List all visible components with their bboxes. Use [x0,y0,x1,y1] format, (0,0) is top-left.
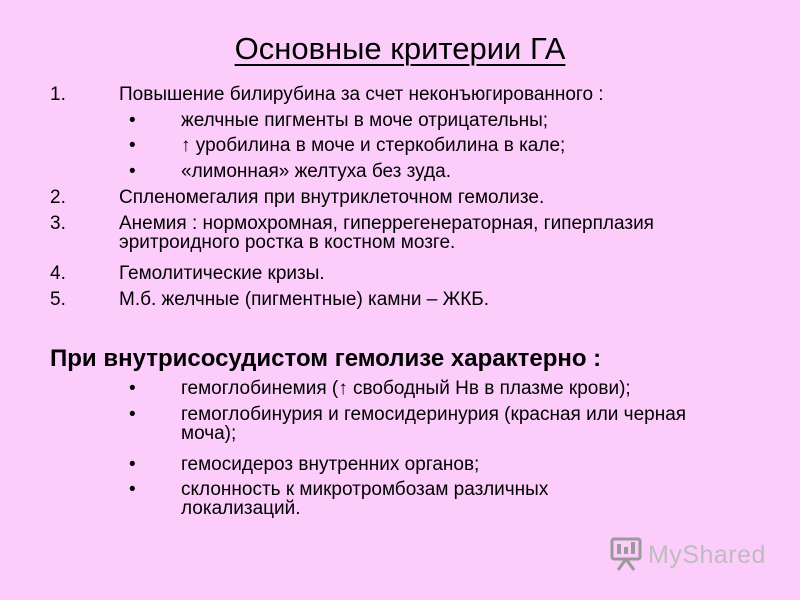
bullet-text: гемоглобинурия и гемосидеринурия (красная или черная моча); [181,404,687,444]
section-heading: При внутрисосудистом гемолизе характерно : [50,345,602,372]
criterion-number: 4. [50,263,66,284]
bullet-icon: • [129,135,136,156]
slide-title: Основные критерии ГА [234,31,566,66]
bullet-text: ↑ уробилина в моче и стеркобилина в кале; [181,135,566,156]
bullet-icon: • [129,378,136,399]
watermark-text: MyShared [648,541,766,569]
bullet-text: гемоглобинемия (↑ свободный Нв в плазме крови); [181,378,631,399]
criterion-text: М.б. желчные (пигментные) камни – ЖКБ. [119,289,490,310]
bullet-icon: • [129,110,136,131]
bullet-icon: • [129,454,136,475]
criterion-number: 2. [50,187,66,208]
criterion-text: Гемолитические кризы. [119,263,325,284]
bullet-icon: • [129,161,136,182]
watermark-logo [608,536,778,574]
criterion-number: 3. [50,213,66,234]
bullet-text: гемосидероз внутренних органов; [181,454,480,475]
criterion-text: Повышение билирубина за счет неконъюгированного : [119,84,604,105]
criterion-number: 1. [50,84,66,105]
criterion-number: 5. [50,289,66,310]
bullet-icon: • [129,404,136,425]
presentation-board-icon [608,536,644,572]
bullet-text: склонность к микротромбозам различных локализаций. [181,479,549,519]
bullet-text: желчные пигменты в моче отрицательны; [181,110,549,131]
bullet-text: «лимонная» желтуха без зуда. [181,161,451,182]
criterion-text: Спленомегалия при внутриклеточном гемолизе. [119,187,545,208]
bullet-icon: • [129,479,136,500]
criterion-text: Анемия : нормохромная, гиперрегенераторная, гиперплазия эритроидного ростка в костном мозге. [119,213,654,253]
